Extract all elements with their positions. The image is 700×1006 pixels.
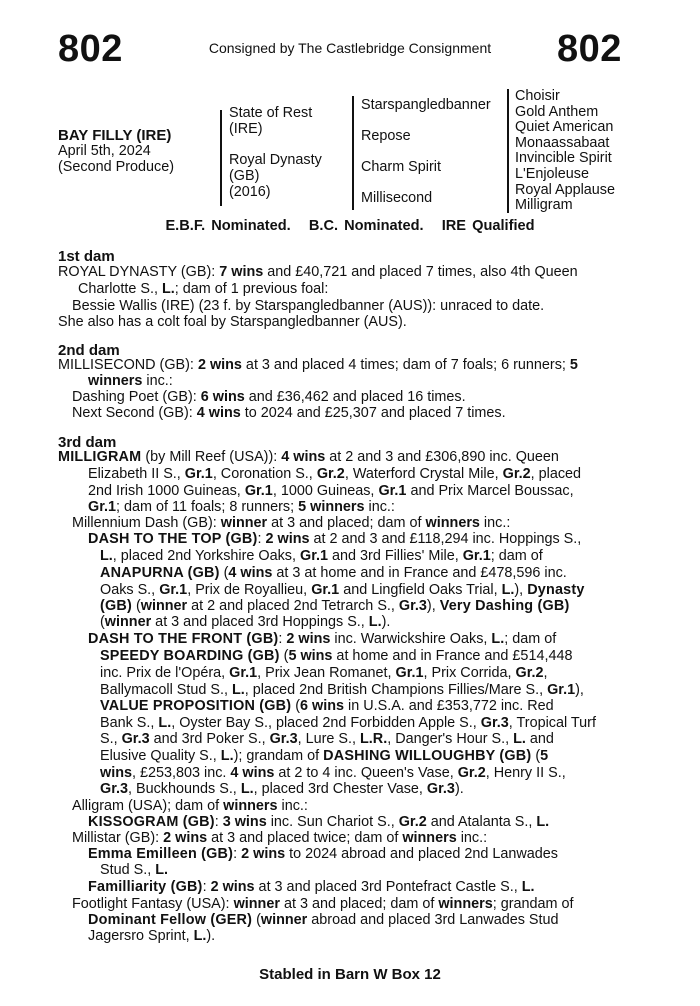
- third-dam-line-12: DASH TO THE FRONT (GB): 2 wins inc. Warwickshire Oaks, L.; dam of: [88, 631, 557, 647]
- third-dam-line-10: (GB) (winner at 2 and placed 2nd Tetrarch S., Gr.3), Very Dashing (GB): [100, 598, 570, 614]
- pedigree-dam: [229, 152, 322, 200]
- third-dam-line-13: SPEEDY BOARDING (GB) (5 wins at home and in France and £514,448: [100, 648, 573, 664]
- third-dam-line-17: Bank S., L., Oyster Bay S., placed 2nd Forbidden Apple S., Gr.3, Tropical Turf: [100, 715, 596, 731]
- third-dam-line-28: Footlight Fantasy (USA): winner at 3 and placed; dam of winners; grandam of: [72, 896, 574, 912]
- second-dam-line-4: Next Second (GB): 4 wins to 2024 and £25,307 and placed 7 times.: [72, 405, 506, 421]
- second-dam-line-3: Dashing Poet (GB): 6 wins and £36,462 and placed 16 times.: [72, 389, 466, 405]
- section-first-dam: 1st dam: [58, 248, 115, 265]
- pedigree-gen3: [515, 89, 615, 214]
- third-dam-line-2: Elizabeth II S., Gr.1, Coronation S., Gr.2, Waterford Crystal Mile, Gr.2, placed: [88, 466, 582, 482]
- third-dam-line-27: Familliarity (GB): 2 wins at 3 and placed 3rd Pontefract Castle S., L.: [88, 879, 535, 895]
- stabling-info: Stabled in Barn W Box 12: [259, 966, 441, 983]
- gen3-6: L'Enjoleuse: [515, 165, 589, 182]
- third-dam-line-23: KISSOGRAM (GB): 3 wins inc. Sun Chariot S., Gr.2 and Atalanta S., L.: [88, 814, 550, 830]
- second-dam-line-2: winners inc.:: [88, 373, 173, 389]
- second-dam-line-1: MILLISECOND (GB): 2 wins at 3 and placed 4 times; dam of 7 foals; 6 runners; 5: [58, 357, 578, 373]
- third-dam-line-1: MILLIGRAM (by Mill Reef (USA)): 4 wins at 2 and 3 and £306,890 inc. Queen: [58, 449, 559, 465]
- dam-name: Royal Dynasty: [229, 152, 322, 168]
- pedigree-divider-1: [220, 110, 222, 206]
- third-dam-line-15: Ballymacoll Stud S., L., placed 2nd British Champions Fillies/Mare S., Gr.1),: [100, 682, 584, 698]
- gen3-5: Invincible Spirit: [515, 150, 612, 167]
- section-third-dam: 3rd dam: [58, 434, 117, 451]
- horse-foaling-date: April 5th, 2024: [58, 143, 151, 159]
- pedigree-gen2-sire-dam: Repose: [361, 128, 411, 144]
- third-dam-line-22: Alligram (USA); dam of winners inc.:: [72, 798, 308, 814]
- gen3-1: Choisir: [515, 88, 560, 104]
- gen3-7: Royal Applause: [515, 181, 616, 198]
- third-dam-line-4: Gr.1; dam of 11 foals; 8 runners; 5 winners inc.:: [88, 499, 395, 515]
- pedigree-gen2-dam-dam: Millisecond: [361, 190, 433, 206]
- third-dam-line-30: Jagersro Sprint, L.).: [88, 928, 216, 944]
- gen3-3: Quiet American: [515, 119, 614, 136]
- first-dam-line-4: She also has a colt foal by Starspangledbanner (AUS).: [58, 314, 407, 330]
- third-dam-line-16: VALUE PROPOSITION (GB) (6 wins in U.S.A. and £353,772 inc. Red: [100, 698, 554, 714]
- pedigree-gen2-sire-sire: Starspangledbanner: [361, 97, 491, 113]
- pedigree-divider-3: [507, 89, 509, 213]
- horse-description: BAY FILLY (IRE): [58, 127, 172, 144]
- third-dam-line-3: 2nd Irish 1000 Guineas, Gr.1, 1000 Guineas, Gr.1 and Prix Marcel Boussac,: [88, 483, 574, 499]
- third-dam-line-14: inc. Prix de l'Opéra, Gr.1, Prix Jean Romanet, Gr.1, Prix Corrida, Gr.2,: [100, 665, 548, 681]
- lot-number-right: 802: [557, 28, 622, 70]
- third-dam-line-29: Dominant Fellow (GER) (winner abroad and placed 3rd Lanwades Stud: [88, 912, 559, 928]
- third-dam-line-7: L., placed 2nd Yorkshire Oaks, Gr.1 and 3rd Fillies' Mile, Gr.1; dam of: [100, 548, 543, 564]
- pedigree-sire: [229, 105, 312, 137]
- third-dam-line-21: Gr.3, Buckhounds S., L., placed 3rd Chester Vase, Gr.3).: [100, 781, 464, 797]
- third-dam-line-26: Stud S., L.: [100, 862, 168, 878]
- sire-country: (IRE): [229, 121, 263, 137]
- third-dam-line-18: S., Gr.3 and 3rd Poker S., Gr.3, Lure S., L.R., Danger's Hour S., L. and: [100, 731, 554, 747]
- section-second-dam: 2nd dam: [58, 342, 120, 359]
- third-dam-line-9: Oaks S., Gr.1, Prix de Royallieu, Gr.1 and Lingfield Oaks Trial, L.), Dynasty: [100, 582, 585, 598]
- dam-year: (2016): [229, 184, 271, 200]
- first-dam-line-3: Bessie Wallis (IRE) (23 f. by Starspangledbanner (AUS)): unraced to date.: [72, 298, 545, 314]
- pedigree-gen2-dam-sire: Charm Spirit: [361, 159, 441, 175]
- first-dam-line-1: ROYAL DYNASTY (GB): 7 wins and £40,721 and placed 7 times, also 4th Queen: [58, 264, 578, 280]
- nominations-line: E.B.F. Nominated. B.C. Nominated. IRE Qualified: [165, 218, 535, 234]
- pedigree-divider-2: [352, 96, 354, 210]
- third-dam-line-5: Millennium Dash (GB): winner at 3 and placed; dam of winners inc.:: [72, 515, 511, 531]
- third-dam-line-20: wins, £253,803 inc. 4 wins at 2 to 4 inc. Queen's Vase, Gr.2, Henry II S.,: [100, 765, 566, 781]
- gen3-8: Milligram: [515, 197, 573, 214]
- third-dam-line-6: DASH TO THE TOP (GB): 2 wins at 2 and 3 and £118,294 inc. Hoppings S.,: [88, 531, 582, 547]
- horse-produce: (Second Produce): [58, 159, 174, 175]
- third-dam-line-25: Emma Emilleen (GB): 2 wins to 2024 abroad and placed 2nd Lanwades: [88, 846, 559, 862]
- lot-number-left: 802: [58, 28, 123, 70]
- consignor-text: Consigned by The Castlebridge Consignment: [208, 40, 492, 56]
- third-dam-line-19: Elusive Quality S., L.); grandam of DASHING WILLOUGHBY (GB) (5: [100, 748, 549, 764]
- third-dam-line-11: (winner at 3 and placed 3rd Hoppings S., L.).: [100, 614, 391, 630]
- dam-country: (GB): [229, 168, 260, 184]
- third-dam-line-24: Millistar (GB): 2 wins at 3 and placed twice; dam of winners inc.:: [72, 830, 488, 846]
- first-dam-line-2: Charlotte S., L.; dam of 1 previous foal:: [78, 281, 329, 297]
- gen3-2: Gold Anthem: [515, 103, 599, 120]
- sire-name: State of Rest: [229, 105, 313, 121]
- third-dam-line-8: ANAPURNA (GB) (4 wins at 3 at home and in France and £478,596 inc.: [100, 565, 567, 581]
- gen3-4: Monaassabaat: [515, 134, 610, 151]
